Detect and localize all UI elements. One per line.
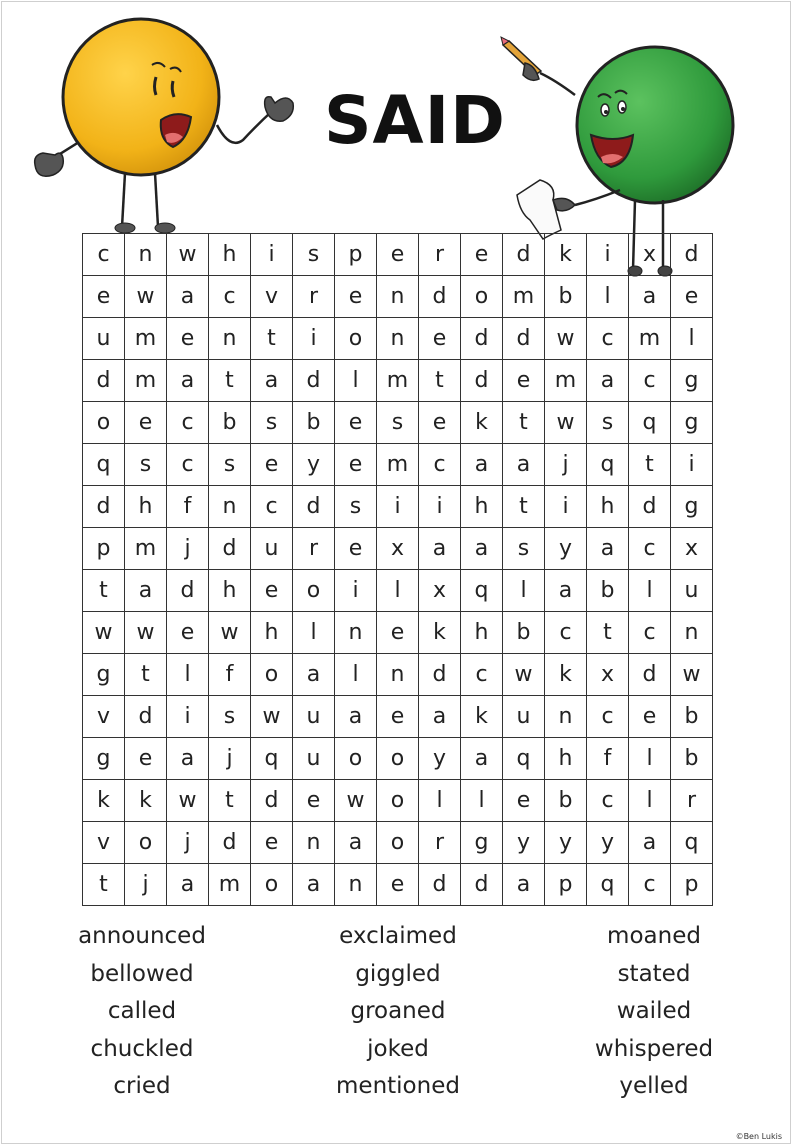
word-list-item: bellowed [90, 960, 194, 987]
grid-cell[interactable]: l [587, 276, 629, 318]
grid-cell[interactable]: e [629, 696, 671, 738]
grid-cell[interactable]: d [503, 234, 545, 276]
grid-cell[interactable]: i [377, 486, 419, 528]
grid-cell[interactable]: x [587, 654, 629, 696]
grid-cell[interactable]: n [545, 696, 587, 738]
grid-cell[interactable]: a [419, 696, 461, 738]
grid-cell[interactable]: w [125, 276, 167, 318]
grid-cell[interactable]: d [83, 486, 125, 528]
grid-cell[interactable]: d [629, 654, 671, 696]
grid-cell[interactable]: k [545, 654, 587, 696]
grid-cell[interactable]: j [125, 864, 167, 906]
grid-cell[interactable]: a [419, 528, 461, 570]
grid-cell[interactable]: m [125, 318, 167, 360]
grid-cell[interactable]: e [335, 402, 377, 444]
grid-cell[interactable]: b [587, 570, 629, 612]
grid-cell[interactable]: d [209, 822, 251, 864]
grid-cell[interactable]: t [503, 486, 545, 528]
grid-cell[interactable]: e [419, 318, 461, 360]
grid-cell[interactable]: r [293, 276, 335, 318]
grid-cell[interactable]: n [377, 654, 419, 696]
grid-cell[interactable]: w [167, 780, 209, 822]
grid-cell[interactable]: p [671, 864, 713, 906]
grid-cell[interactable]: k [83, 780, 125, 822]
grid-cell[interactable]: c [629, 360, 671, 402]
grid-cell[interactable]: b [545, 780, 587, 822]
grid-cell[interactable]: m [125, 528, 167, 570]
grid-cell[interactable]: c [251, 486, 293, 528]
grid-cell[interactable]: e [125, 738, 167, 780]
word-list-item: announced [78, 923, 206, 949]
grid-cell[interactable]: b [293, 402, 335, 444]
grid-cell[interactable]: d [671, 234, 713, 276]
grid-cell[interactable]: t [419, 360, 461, 402]
grid-cell[interactable]: o [377, 822, 419, 864]
grid-cell[interactable]: d [461, 318, 503, 360]
grid-cell[interactable]: d [419, 864, 461, 906]
grid-cell[interactable]: t [629, 444, 671, 486]
grid-cell[interactable]: o [293, 570, 335, 612]
grid-cell[interactable]: a [629, 822, 671, 864]
grid-cell[interactable]: c [83, 234, 125, 276]
grid-cell[interactable]: u [293, 738, 335, 780]
grid-cell[interactable]: e [335, 444, 377, 486]
word-list-item: stated [617, 960, 691, 987]
grid-cell[interactable]: e [251, 444, 293, 486]
grid-cell[interactable]: g [671, 486, 713, 528]
word-list-item: wailed [616, 998, 692, 1024]
grid-cell[interactable]: v [83, 696, 125, 738]
grid-cell[interactable]: j [545, 444, 587, 486]
grid-cell[interactable]: r [671, 780, 713, 822]
grid-cell[interactable]: o [83, 402, 125, 444]
word-list-item: groaned [350, 998, 446, 1024]
grid-cell[interactable]: w [209, 612, 251, 654]
grid-cell[interactable]: u [83, 318, 125, 360]
grid-cell[interactable]: y [293, 444, 335, 486]
grid-cell[interactable]: f [587, 738, 629, 780]
grid-cell[interactable]: d [293, 486, 335, 528]
grid-cell[interactable]: h [545, 738, 587, 780]
grid-cell[interactable]: a [629, 276, 671, 318]
grid-cell[interactable]: k [461, 402, 503, 444]
grid-cell[interactable]: d [503, 318, 545, 360]
grid-cell[interactable]: w [671, 654, 713, 696]
grid-cell[interactable]: c [461, 654, 503, 696]
word-list-item: giggled [355, 960, 441, 987]
grid-cell[interactable]: u [251, 528, 293, 570]
grid-cell[interactable]: q [671, 822, 713, 864]
grid-cell[interactable]: c [419, 444, 461, 486]
grid-cell[interactable]: t [125, 654, 167, 696]
grid-cell[interactable]: d [83, 360, 125, 402]
grid-cell[interactable]: u [503, 696, 545, 738]
grid-cell[interactable]: t [209, 780, 251, 822]
grid-cell[interactable]: m [629, 318, 671, 360]
grid-cell[interactable]: c [167, 444, 209, 486]
grid-cell[interactable]: s [335, 486, 377, 528]
grid-cell[interactable]: k [461, 696, 503, 738]
grid-cell[interactable]: d [209, 528, 251, 570]
grid-cell[interactable]: e [167, 612, 209, 654]
grid-cell[interactable]: d [125, 696, 167, 738]
grid-cell[interactable]: c [587, 318, 629, 360]
grid-cell[interactable]: m [125, 360, 167, 402]
grid-cell[interactable]: d [419, 654, 461, 696]
grid-cell[interactable]: s [377, 402, 419, 444]
grid-cell[interactable]: e [503, 780, 545, 822]
grid-cell[interactable]: s [293, 234, 335, 276]
grid-cell[interactable]: t [251, 318, 293, 360]
grid-cell[interactable]: h [251, 612, 293, 654]
grid-cell[interactable]: m [503, 276, 545, 318]
grid-cell[interactable]: g [671, 360, 713, 402]
grid-cell[interactable]: b [671, 738, 713, 780]
grid-cell[interactable]: e [335, 276, 377, 318]
grid-cell[interactable]: j [209, 738, 251, 780]
grid-cell[interactable]: t [209, 360, 251, 402]
grid-cell[interactable]: v [251, 276, 293, 318]
grid-cell[interactable]: l [671, 318, 713, 360]
grid-cell[interactable]: c [629, 864, 671, 906]
grid-cell[interactable]: h [125, 486, 167, 528]
grid-cell[interactable]: b [209, 402, 251, 444]
grid-cell[interactable]: h [587, 486, 629, 528]
grid-cell[interactable]: w [167, 234, 209, 276]
grid-cell[interactable]: x [377, 528, 419, 570]
grid-cell[interactable]: i [419, 486, 461, 528]
grid-cell[interactable]: w [251, 696, 293, 738]
grid-cell[interactable]: x [419, 570, 461, 612]
grid-cell[interactable]: s [251, 402, 293, 444]
grid-cell[interactable]: m [377, 444, 419, 486]
grid-cell[interactable]: i [293, 318, 335, 360]
grid-cell[interactable]: n [377, 318, 419, 360]
grid-cell[interactable]: n [209, 318, 251, 360]
grid-cell[interactable]: l [629, 738, 671, 780]
grid-cell[interactable]: l [503, 570, 545, 612]
grid-cell[interactable]: j [167, 528, 209, 570]
grid-cell[interactable]: a [167, 276, 209, 318]
grid-cell[interactable]: q [587, 444, 629, 486]
grid-cell[interactable]: n [209, 486, 251, 528]
grid-cell[interactable]: r [419, 822, 461, 864]
grid-cell[interactable]: a [167, 738, 209, 780]
page-title: SAID [324, 82, 506, 159]
grid-cell[interactable]: e [167, 318, 209, 360]
grid-cell[interactable]: t [503, 402, 545, 444]
grid-cell[interactable]: a [167, 360, 209, 402]
word-list-item: cried [113, 1073, 171, 1099]
grid-cell[interactable]: e [125, 402, 167, 444]
grid-cell[interactable]: o [377, 780, 419, 822]
grid-cell[interactable]: e [251, 570, 293, 612]
grid-cell[interactable]: n [293, 822, 335, 864]
grid-cell[interactable]: a [293, 654, 335, 696]
grid-cell[interactable]: e [461, 234, 503, 276]
grid-cell[interactable]: e [671, 276, 713, 318]
grid-cell[interactable]: k [125, 780, 167, 822]
grid-cell[interactable]: q [251, 738, 293, 780]
word-list-item: chuckled [90, 1035, 194, 1062]
grid-cell[interactable]: k [419, 612, 461, 654]
grid-cell[interactable]: e [503, 360, 545, 402]
grid-cell[interactable]: y [587, 822, 629, 864]
grid-cell[interactable]: o [251, 654, 293, 696]
grid-cell[interactable]: n [377, 276, 419, 318]
grid-cell[interactable]: q [629, 402, 671, 444]
grid-cell[interactable]: n [671, 612, 713, 654]
grid-cell[interactable]: w [545, 318, 587, 360]
grid-cell[interactable]: u [671, 570, 713, 612]
grid-cell[interactable]: i [545, 486, 587, 528]
grid-cell[interactable]: y [545, 528, 587, 570]
grid-cell[interactable]: i [335, 570, 377, 612]
grid-cell[interactable]: o [335, 318, 377, 360]
word-list-item: moaned [607, 923, 701, 949]
grid-cell[interactable]: l [293, 612, 335, 654]
word-list-item: mentioned [336, 1073, 460, 1099]
grid-cell[interactable]: c [209, 276, 251, 318]
grid-cell[interactable]: g [671, 402, 713, 444]
grid-cell[interactable]: d [167, 570, 209, 612]
word-list-item: whispered [594, 1035, 714, 1062]
grid-cell[interactable]: o [251, 864, 293, 906]
grid-cell[interactable]: a [125, 570, 167, 612]
word-list-item: exclaimed [339, 923, 457, 949]
grid-cell[interactable]: l [335, 360, 377, 402]
word-list-item: called [107, 998, 177, 1024]
grid-cell[interactable]: f [209, 654, 251, 696]
grid-cell[interactable]: w [545, 402, 587, 444]
grid-cell[interactable]: a [335, 696, 377, 738]
yellow-character-illustration [25, 15, 305, 240]
grid-cell[interactable]: q [587, 864, 629, 906]
grid-cell[interactable]: e [335, 528, 377, 570]
grid-cell[interactable]: p [83, 528, 125, 570]
grid-cell[interactable]: a [503, 444, 545, 486]
grid-cell[interactable]: d [461, 360, 503, 402]
grid-cell[interactable]: q [503, 738, 545, 780]
grid-cell[interactable]: s [587, 402, 629, 444]
grid-cell[interactable]: a [503, 864, 545, 906]
grid-cell[interactable]: d [461, 864, 503, 906]
grid-cell[interactable]: a [461, 738, 503, 780]
grid-cell[interactable]: h [209, 234, 251, 276]
word-list-column-2 [278, 918, 518, 1106]
grid-cell[interactable]: h [461, 612, 503, 654]
grid-cell[interactable]: m [377, 360, 419, 402]
grid-cell[interactable]: e [293, 780, 335, 822]
grid-cell[interactable]: o [377, 738, 419, 780]
grid-cell[interactable]: g [461, 822, 503, 864]
grid-cell[interactable]: c [587, 780, 629, 822]
grid-cell[interactable]: w [503, 654, 545, 696]
grid-cell[interactable]: d [293, 360, 335, 402]
grid-cell[interactable]: y [503, 822, 545, 864]
grid-cell[interactable]: j [167, 822, 209, 864]
grid-cell[interactable]: b [545, 276, 587, 318]
grid-cell[interactable]: i [167, 696, 209, 738]
grid-cell[interactable]: o [461, 276, 503, 318]
grid-cell[interactable]: o [125, 822, 167, 864]
grid-cell[interactable]: e [251, 822, 293, 864]
grid-cell[interactable]: d [629, 486, 671, 528]
grid-cell[interactable]: n [335, 864, 377, 906]
word-list [0, 918, 794, 1098]
grid-cell[interactable]: n [335, 612, 377, 654]
grid-cell[interactable]: i [251, 234, 293, 276]
grid-cell[interactable]: u [293, 696, 335, 738]
grid-cell[interactable]: x [671, 528, 713, 570]
grid-cell[interactable]: e [83, 276, 125, 318]
grid-cell[interactable]: w [83, 612, 125, 654]
grid-cell[interactable]: s [125, 444, 167, 486]
grid-cell[interactable]: f [167, 486, 209, 528]
grid-cell[interactable]: t [83, 864, 125, 906]
grid-cell[interactable]: l [629, 570, 671, 612]
grid-cell[interactable]: c [587, 696, 629, 738]
grid-cell[interactable]: p [545, 864, 587, 906]
grid-cell[interactable]: a [251, 360, 293, 402]
grid-cell[interactable]: l [419, 780, 461, 822]
grid-cell[interactable]: w [335, 780, 377, 822]
grid-cell[interactable]: c [629, 612, 671, 654]
grid-cell[interactable]: a [587, 528, 629, 570]
grid-cell[interactable]: i [671, 444, 713, 486]
grid-cell[interactable]: c [167, 402, 209, 444]
grid-cell[interactable]: s [209, 444, 251, 486]
grid-cell[interactable]: b [503, 612, 545, 654]
grid-cell[interactable]: g [83, 738, 125, 780]
grid-cell[interactable]: r [419, 234, 461, 276]
grid-cell[interactable]: w [125, 612, 167, 654]
grid-cell[interactable]: h [209, 570, 251, 612]
grid-cell[interactable]: a [335, 822, 377, 864]
grid-cell[interactable]: l [377, 570, 419, 612]
grid-cell[interactable]: i [587, 234, 629, 276]
grid-cell[interactable]: v [83, 822, 125, 864]
grid-cell[interactable]: t [587, 612, 629, 654]
grid-cell[interactable]: y [419, 738, 461, 780]
grid-cell[interactable]: d [419, 276, 461, 318]
copyright-credit: ©Ben Lukis [735, 1132, 782, 1141]
grid-cell[interactable]: b [671, 696, 713, 738]
grid-cell[interactable]: a [167, 864, 209, 906]
grid-cell[interactable]: g [83, 654, 125, 696]
grid-cell[interactable]: e [419, 402, 461, 444]
grid-cell[interactable]: a [461, 444, 503, 486]
grid-cell[interactable]: q [461, 570, 503, 612]
grid-cell[interactable]: e [377, 696, 419, 738]
grid-cell[interactable]: t [83, 570, 125, 612]
grid-cell[interactable]: a [293, 864, 335, 906]
grid-cell[interactable]: m [545, 360, 587, 402]
grid-cell[interactable]: c [629, 528, 671, 570]
grid-cell[interactable]: q [83, 444, 125, 486]
grid-cell[interactable]: l [335, 654, 377, 696]
grid-cell[interactable]: x [629, 234, 671, 276]
grid-cell[interactable]: e [377, 234, 419, 276]
grid-cell[interactable]: y [545, 822, 587, 864]
word-list-column-3 [534, 918, 774, 1106]
grid-cell[interactable]: k [545, 234, 587, 276]
grid-cell[interactable]: n [125, 234, 167, 276]
grid-cell[interactable]: a [587, 360, 629, 402]
grid-cell[interactable]: l [629, 780, 671, 822]
grid-cell[interactable]: e [377, 864, 419, 906]
grid-cell[interactable]: m [209, 864, 251, 906]
grid-cell[interactable]: r [293, 528, 335, 570]
grid-cell[interactable]: d [251, 780, 293, 822]
word-list-item: joked [367, 1035, 429, 1062]
grid-cell[interactable]: o [335, 738, 377, 780]
grid-cell[interactable]: p [335, 234, 377, 276]
word-list-item: yelled [619, 1073, 689, 1099]
grid-cell[interactable]: h [461, 486, 503, 528]
word-list-column-1 [22, 918, 262, 1106]
grid-cell[interactable]: a [461, 528, 503, 570]
grid-cell[interactable]: a [545, 570, 587, 612]
grid-cell[interactable]: l [461, 780, 503, 822]
grid-cell[interactable]: s [503, 528, 545, 570]
grid-cell[interactable]: e [377, 612, 419, 654]
grid-cell[interactable]: s [209, 696, 251, 738]
grid-cell[interactable]: c [545, 612, 587, 654]
word-search-grid [82, 233, 713, 906]
grid-cell[interactable]: l [167, 654, 209, 696]
